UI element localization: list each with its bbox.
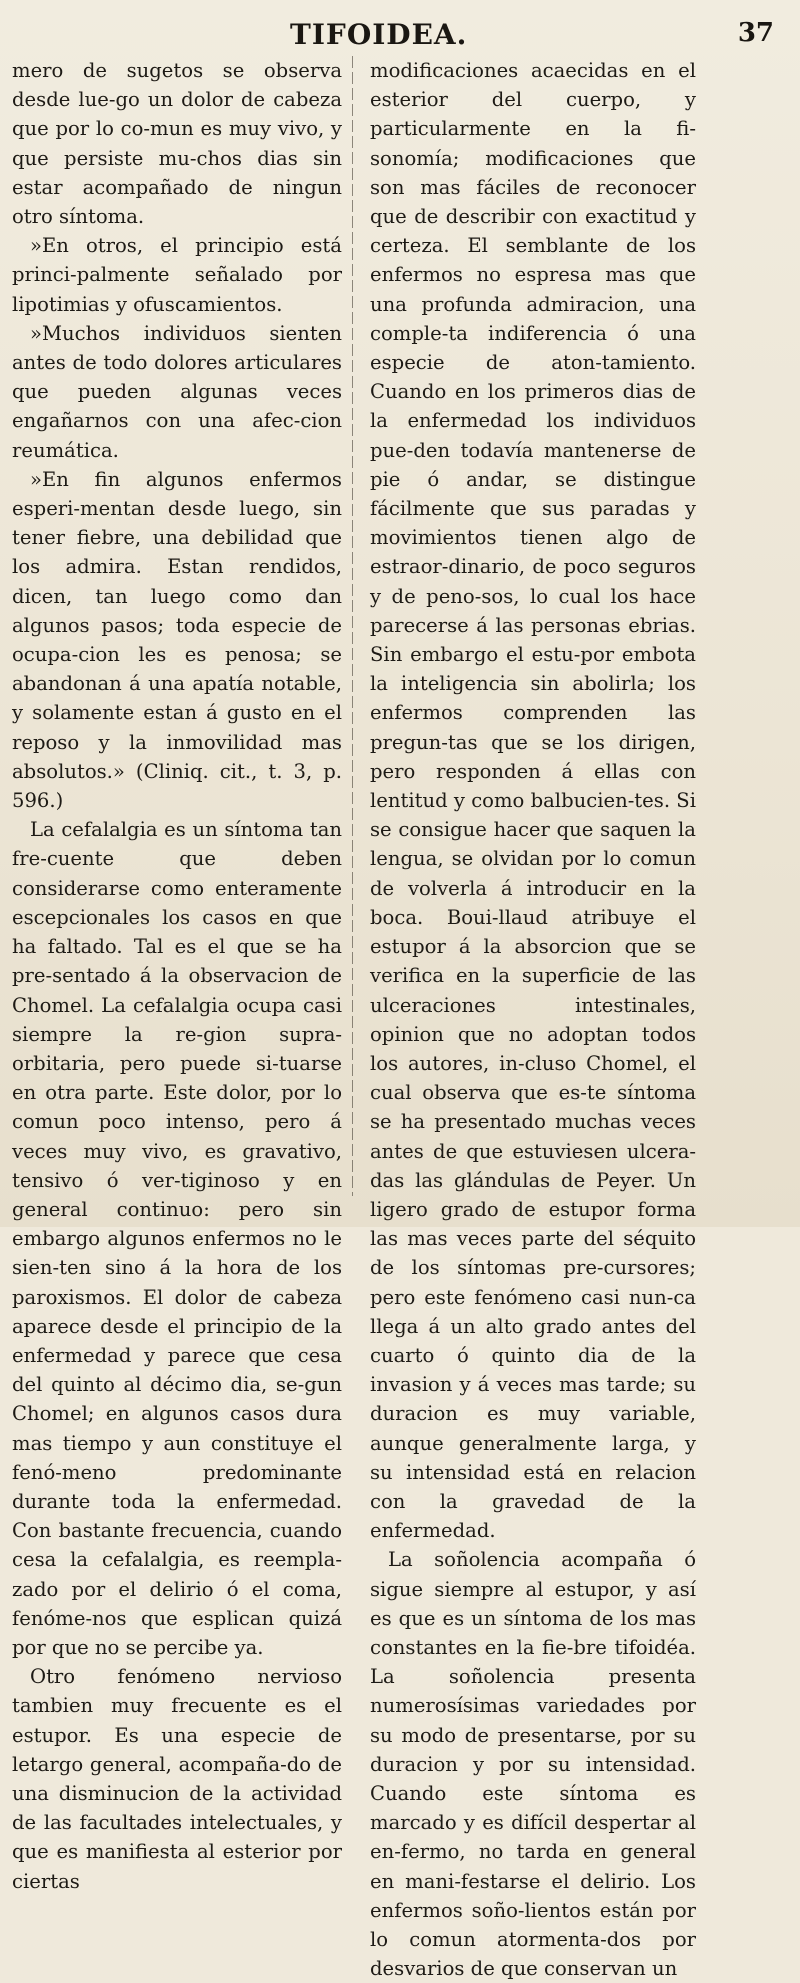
paragraph: »Muchos individuos sienten antes de todo dolores articulares que pueden algunas veces engañarnos con una afec-cion reumática. [12,321,342,462]
paragraph: »En fin algunos enfermos esperi-mentan desde luego, sin tener fiebre, una debilidad que los admira. Estan rendidos, dicen, tan luego como dan algunos pasos; toda especie de ocupa-cion les es penosa; se abandonan á una apatía notable, y solamente estan á gusto en el reposo y la inmovilidad mas absolutos.» (Cliniq. cit., t. 3, p. 596.) [12,467,342,813]
paragraph: La soñolencia acompaña ó sigue siempre al estupor, y así es que es un síntoma de los mas constantes en la fie-bre tifoidéa. La soñolencia presenta numerosísimas variedades por su modo de presentarse, por su duracion y por su intensidad. Cuando este síntoma es marcado y es difícil despertar al en-fermo, no tarda en general en mani-festarse el delirio. Los enfermos soño-lientos están por lo comun atormenta-dos por desvarios de que conservan un [370,1548,696,1981]
left-column [12,56,342,1896]
paragraph: »En otros, el principio está princi-palmente señalado por lipotimias y ofuscamientos. [12,234,342,316]
paragraph: mero de sugetos se observa desde lue-go un dolor de cabeza que por lo co-mun es muy vivo, y que persiste mu-chos dias sin estar acompañado de ningun otro síntoma. [12,59,342,229]
page-header [0,14,800,54]
page-number: 37 [737,18,774,48]
paragraph: modificaciones acaecidas en el esterior del cuerpo, y particularmente en la fi-sonomía; modificaciones que son mas fáciles de reconocer que de describir con exactitud y certeza. El semblante de los enfermos no espresa mas que una profunda admiracion, una comple-ta indiferencia ó una especie de aton-tamiento. Cuando en los primeros dias de la enfermedad los individuos pue-den todavía mantenerse de pie ó andar, se distingue fácilmente que sus paradas y movimientos tienen algo de estraor-dinario, de poco seguros y de peno-sos, lo cual los hace parecerse á las personas ebrias. Sin embargo el estu-por embota la inteligencia sin abolirla; los enfermos comprenden las pregun-tas que se los dirigen, pero responden á ellas con lentitud y como balbucien-tes. Si se consigue hacer que saquen la lengua, se olvidan por lo comun de volverla á introducir en la boca. Boui-llaud atribuye el estupor á la absorcion que se verifica en la superficie de las ulceraciones intestinales, opinion que no adoptan todos los autores, in-cluso Chomel, el cual observa que es-te síntoma se ha presentado muchas veces antes de que estuviesen ulcera-das las glándulas de Peyer. Un ligero grado de estupor forma las mas veces parte del séquito de los síntomas pre-cursores; pero este fenómeno casi nun-ca llega á un alto grado antes del cuarto ó quinto dia de la invasion y á veces mas tarde; su duracion es muy variable, aunque generalmente larga, y su intensidad está en relacion con la gravedad de la enfermedad. [370,59,696,1543]
paragraph: La cefalalgia es un síntoma tan fre-cuente que deben considerarse como enteramente escepcionales los casos en que ha faltado. Tal es el que se ha pre-sentado á la observacion de Chomel. La cefalalgia ocupa casi siempre la re-gion supra-orbitaria, pero puede si-tuarse en otra parte. Este dolor, por lo comun poco intenso, pero á veces muy vivo, es gravativo, tensivo ó ver-tiginoso y en general continuo: pero sin embargo algunos enfermos no le sien-ten sino á la hora de los paroxismos. El dolor de cabeza aparece desde el principio de la enfermedad y parece que cesa del quinto al décimo dia, se-gun Chomel; en algunos casos dura mas tiempo y aun constituye el fenó-meno predominante durante toda la enfermedad. Con bastante frecuencia, cuando cesa la cefalalgia, es reempla-zado por el delirio ó el coma, fenóme-nos que esplican quizá por que no se percibe ya. [12,818,342,1659]
paragraph: Otro fenómeno nervioso tambien muy frecuente es el estupor. Es una especie de letargo general, acompaña-do de una disminucion de la actividad de las facultades intelectuales, y que es manifiesta al esterior por ciertas [12,1665,342,1893]
right-column [370,56,696,1983]
running-title: TIFOIDEA. [290,18,468,51]
column-divider [352,56,353,1196]
